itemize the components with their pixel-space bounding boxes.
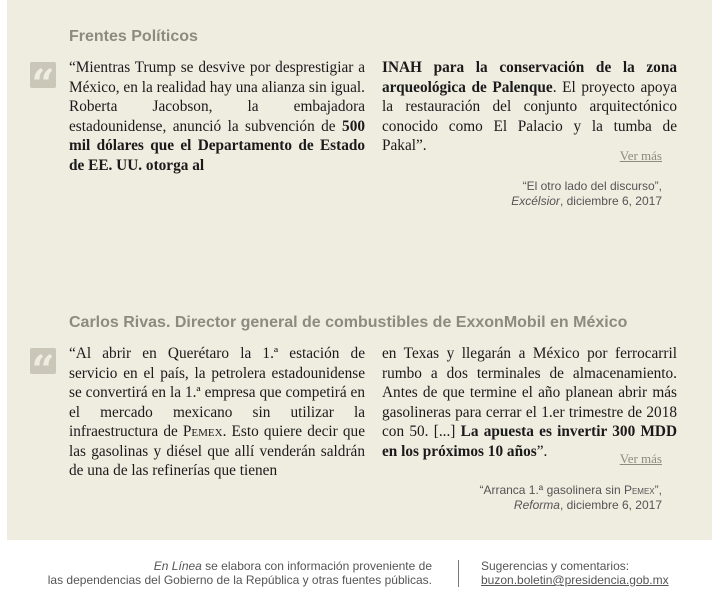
quote-text-segment: . El proyecto apoya la restauración del conjunto arquitectónico conocido como El Palacio y la tumba de Pakal”. — [382, 78, 678, 154]
footer-contact — [481, 559, 669, 587]
article-2-source-date: , diciembre 6, 2017 — [559, 498, 662, 512]
footer-contact-label: Sugerencias y comentarios: — [481, 559, 630, 573]
quote-text-segment: INAH para la conservación de la zona arqueológica de Palenque — [382, 59, 677, 96]
quote-text-segment: “Al abrir en Querétaro la 1.ª estación de servicio en el país, la petrolera estadounidense se convertirá en la 1.ª empresa que competirá en el mercado mexicano sin utilizar la infraestructura de — [69, 345, 365, 440]
article-2-source — [479, 483, 662, 513]
article-2-source-title-prefix: “Arranca 1.ª gasolinera sin — [479, 483, 624, 497]
quote-text-segment: La apuesta es invertir 300 MDD en los próximos 10 años — [382, 423, 678, 460]
quote-text-segment: 500 mil dólares que el Departamento de Estado de EE. UU. otorga al — [69, 117, 365, 174]
footer-credits-line1: se elabora con información proveniente de — [201, 559, 432, 573]
quote-text-segment: Pemex — [182, 423, 223, 440]
article-2-source-title-pemex: Pemex — [623, 483, 655, 497]
article-1-source-outlet: Excélsior — [511, 194, 560, 208]
article-2-source-title — [479, 483, 662, 498]
quote-mark-icon: “ — [31, 62, 55, 88]
quote-text-segment: en Texas y llegarán a México por ferrocarril rumbo a dos terminales de almacenamiento. Antes de que termine el año planean abrir más gasolineras para cerrar el 1.er trimestre de 2018 con 50. [...] — [382, 345, 677, 440]
article-2-ver-mas-link[interactable]: Ver más — [619, 451, 662, 466]
quote-text-segment: ”. — [536, 442, 548, 460]
footer-divider — [458, 560, 459, 587]
article-1-source — [511, 179, 662, 209]
article-1-source-date: , diciembre 6, 2017 — [559, 194, 662, 208]
article-2-heading: Carlos Rivas. Director general de combustibles de ExxonMobil en México — [69, 314, 628, 331]
article-1-quote-left — [69, 58, 365, 175]
article-2-source-outlet: Reforma — [513, 498, 560, 512]
article-2-quote-left — [69, 344, 365, 481]
footer-credits — [48, 559, 432, 587]
article-1-ver-mas-link[interactable]: Ver más — [619, 148, 662, 163]
footer-credits-line2: las dependencias del Gobierno de la República y otras fuentes públicas. — [47, 573, 432, 587]
news-panel — [7, 0, 712, 540]
quote-mark-icon: “ — [31, 348, 55, 374]
article-2-source-title-suffix: ”, — [654, 483, 662, 497]
article-1-source-title: “El otro lado del discurso”, — [522, 179, 662, 193]
article-2-quote-right — [382, 344, 677, 461]
article-1-quote-right — [382, 58, 677, 156]
quote-text-segment: . Esto quiere decir que las gasolinas y diésel que allí venderán saldrán de una de las refinerías que tienen — [69, 423, 365, 479]
quote-text-segment: “Mientras Trump se desvive por desprestigiar a México, en la realidad hay una alianza sin igual. Roberta Jacobson, la embajadora estadounidense, anunció la subvención de — [69, 59, 365, 135]
footer-en-linea: En Línea — [153, 559, 202, 573]
article-1-heading: Frentes Políticos — [69, 28, 198, 45]
footer-email-link[interactable]: buzon.boletin@presidencia.gob.mx — [481, 573, 669, 587]
